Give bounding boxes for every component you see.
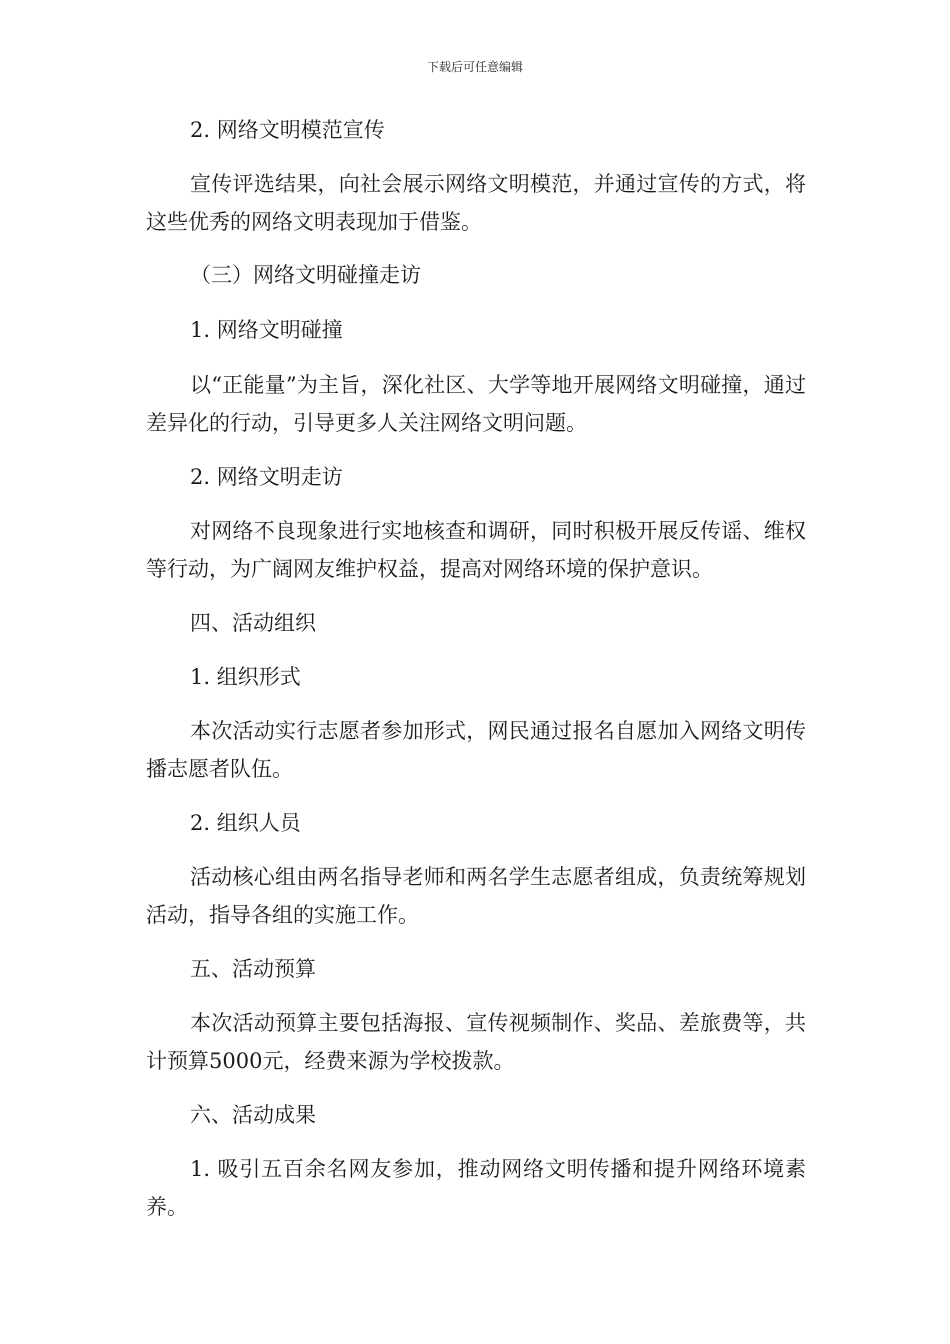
heading-section-three: （三）网络文明碰撞走访	[190, 263, 421, 287]
paragraph-org-form-text: 本次活动实行志愿者参加形式，网民通过报名自愿加入网络文明传播志愿者队伍。	[146, 719, 806, 781]
heading-org-staff: 2. 组织人员	[190, 811, 301, 835]
heading-collision: 1. 网络文明碰撞	[190, 318, 343, 342]
page-header-note: 下载后可任意编辑	[426, 60, 523, 74]
paragraph-budget-text: 本次活动预算主要包括海报、宣传视频制作、奖品、差旅费等，共计预算5000元，经费来源为学校拨款。	[146, 1011, 806, 1073]
paragraph-org-staff-text: 活动核心组由两名指导老师和两名学生志愿者组成，负责统筹规划活动，指导各组的实施工作。	[146, 865, 806, 927]
heading-visit: 2. 网络文明走访	[190, 465, 343, 489]
paragraph-visit-text: 对网络不良现象进行实地核查和调研，同时积极开展反传谣、维权等行动，为广阔网友维护权益，提高对网络环境的保护意识。	[146, 519, 806, 581]
heading-budget: 五、活动预算	[190, 957, 316, 981]
heading-results: 六、活动成果	[190, 1103, 316, 1127]
heading-org-form: 1. 组织形式	[190, 665, 301, 689]
heading-model-promotion: 2. 网络文明模范宣传	[190, 118, 385, 142]
paragraph-results-1: 1. 吸引五百余名网友参加，推动网络文明传播和提升网络环境素养。	[146, 1157, 806, 1219]
paragraph-promotion-text: 宣传评选结果，向社会展示网络文明模范，并通过宣传的方式，将这些优秀的网络文明表现加于借鉴。	[146, 172, 806, 234]
paragraph-collision-text: 以“正能量”为主旨，深化社区、大学等地开展网络文明碰撞，通过差异化的行动，引导更多人关注网络文明问题。	[146, 373, 806, 435]
heading-organization: 四、活动组织	[190, 611, 316, 635]
